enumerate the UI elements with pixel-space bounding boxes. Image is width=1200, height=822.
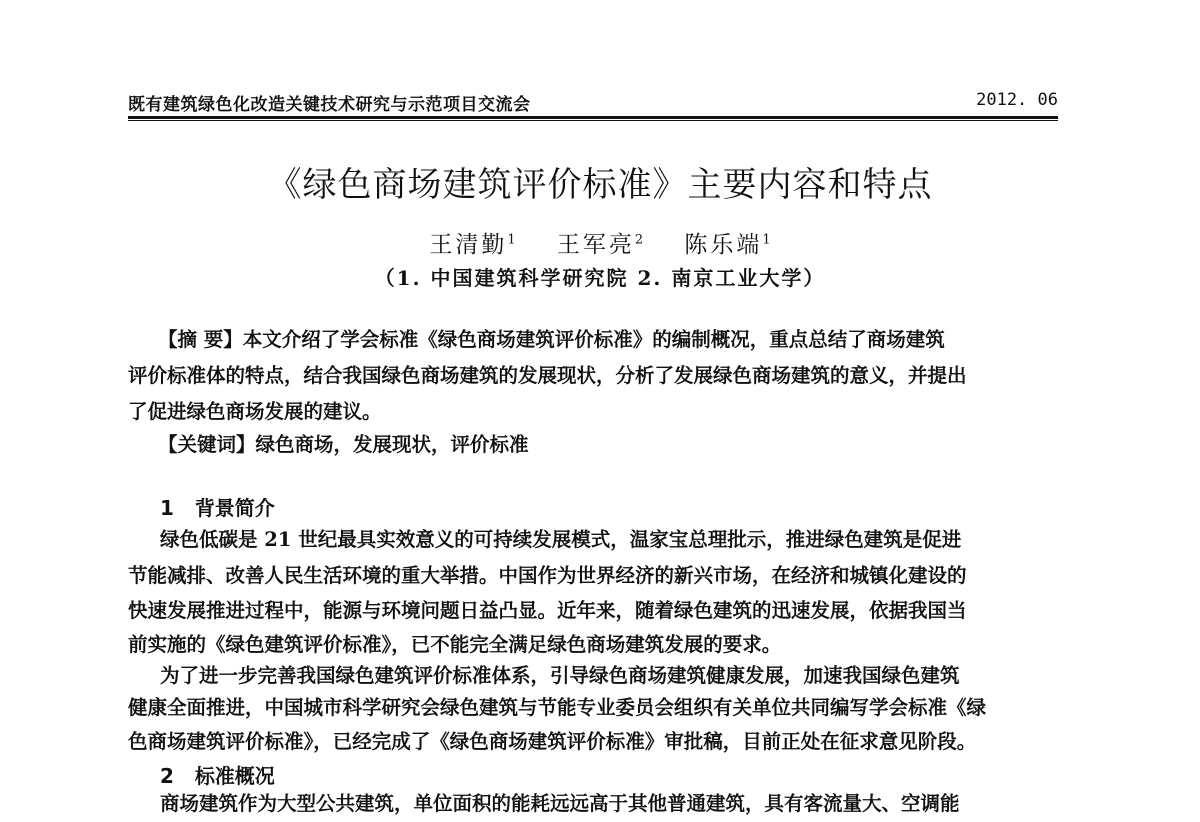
- keywords-label: 【关键词】: [158, 433, 256, 456]
- abstract-label: 【摘 要】: [158, 328, 243, 351]
- abstract-line: 评价标准体的特点，结合我国绿色商场建筑的发展现状，分析了发展绿色商场建筑的意义，并提出: [128, 364, 967, 387]
- body-line: 快速发展推进过程中，能源与环境问题日益凸显。近年来，随着绿色建筑的迅速发展，依据我国当: [128, 599, 967, 622]
- paper-title: 《绿色商场建筑评价标准》主要内容和特点: [267, 165, 933, 205]
- author-name: 王清勤: [429, 232, 508, 258]
- affiliations: （1. 中国建筑科学研究院 2. 南京工业大学）: [374, 266, 826, 290]
- author-name: 陈乐端: [684, 232, 763, 258]
- header-rule: [128, 116, 1058, 119]
- author-affiliation-mark: 1: [762, 232, 771, 248]
- keywords-line: [158, 427, 529, 463]
- section-title: 背景简介: [194, 496, 275, 520]
- author-list: [0, 226, 1200, 259]
- author-name: 王军亮: [556, 232, 635, 258]
- issue-date: 2012. 06: [976, 90, 1058, 110]
- body-line: 绿色低碳是 21 世纪最具实效意义的可持续发展模式，温家宝总理批示，推进绿色建筑是促进: [160, 528, 962, 551]
- keywords-text: 绿色商场，发展现状，评价标准: [255, 433, 529, 456]
- running-header: [128, 88, 1058, 118]
- section-heading: [160, 760, 275, 789]
- abstract-line: [158, 322, 945, 358]
- abstract-line: 了促进绿色商场发展的建议。: [128, 400, 382, 423]
- header-rule-thin: [128, 120, 1058, 121]
- section-heading: [160, 492, 275, 521]
- body-line: 色商场建筑评价标准》，已经完成了《绿色商场建筑评价标准》审批稿，目前正处在征求意见阶段。: [128, 730, 977, 753]
- body-line: 健康全面推进，中国城市科学研究会绿色建筑与节能专业委员会组织有关单位共同编写学会标准《绿: [128, 696, 987, 719]
- section-number: 2: [160, 764, 174, 788]
- author-affiliation-mark: 1: [507, 232, 516, 248]
- section-title: 标准概况: [194, 764, 275, 788]
- body-line: 商场建筑作为大型公共建筑，单位面积的能耗远远高于其他普通建筑，具有客流量大、空调能: [160, 792, 960, 815]
- body-line: 节能减排、改善人民生活环境的重大举措。中国作为世界经济的新兴市场，在经济和城镇化建设的: [128, 564, 967, 587]
- body-line: 前实施的《绿色建筑评价标准》，已不能完全满足绿色商场建筑发展的要求。: [128, 633, 782, 656]
- body-line: 为了进一步完善我国绿色建筑评价标准体系，引导绿色商场建筑健康发展，加速我国绿色建筑: [160, 664, 960, 687]
- journal-name: 既有建筑绿色化改造关键技术研究与示范项目交流会: [128, 95, 531, 115]
- author-affiliation-mark: 2: [634, 232, 644, 248]
- abstract-text: 本文介绍了学会标准《绿色商场建筑评价标准》的编制概况，重点总结了商场建筑: [242, 328, 945, 351]
- section-number: 1: [160, 496, 174, 520]
